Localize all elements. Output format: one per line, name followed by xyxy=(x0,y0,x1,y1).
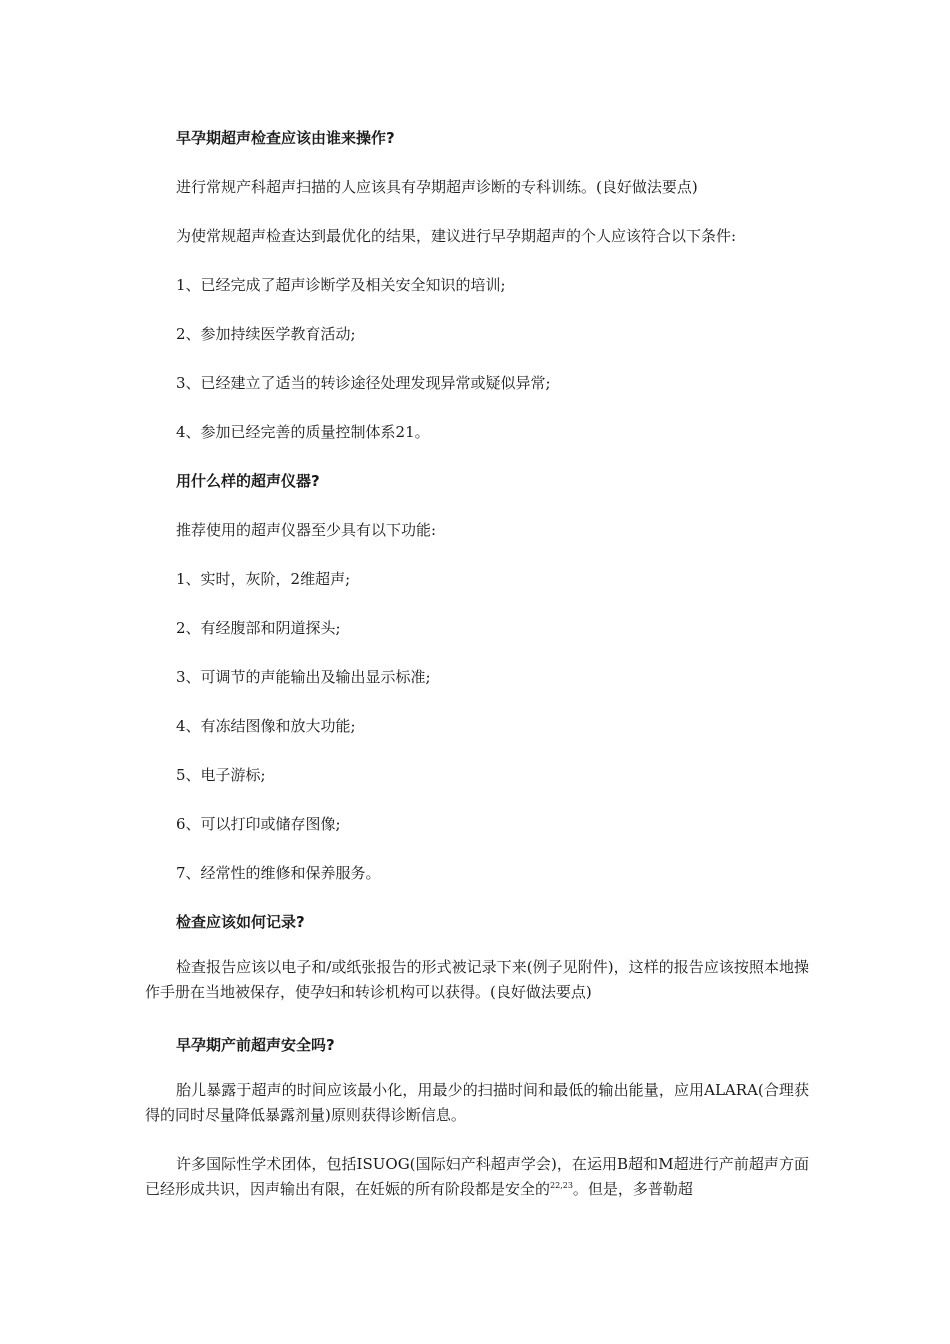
list-item: 2、有经腹部和阴道探头; xyxy=(176,619,341,637)
paragraph-recording: 检查报告应该以电子和/或纸张报告的形式被记录下来(例子见附件)，这样的报告应该按照本地操作手册在当地被保存，使孕妇和转诊机构可以获得。(良好做法要点) xyxy=(145,958,809,1001)
section-heading-recording: 检查应该如何记录? xyxy=(176,913,305,931)
paragraph-equipment-intro: 推荐使用的超声仪器至少具有以下功能: xyxy=(176,521,437,539)
section-heading-equipment: 用什么样的超声仪器? xyxy=(176,472,320,490)
list-item: 6、可以打印或储存图像; xyxy=(176,815,341,833)
paragraph-alara: 胎儿暴露于超声的时间应该最小化，用最少的扫描时间和最低的输出能量，应用ALARA(合理获得的同时尽量降低暴露剂量)原则获得诊断信息。 xyxy=(145,1081,809,1124)
reference-superscript: 22,23 xyxy=(550,1181,573,1190)
paragraph-safety-consensus xyxy=(145,1152,809,1202)
list-item: 1、已经完成了超声诊断学及相关安全知识的培训; xyxy=(176,276,506,294)
list-item: 4、参加已经完善的质量控制体系21。 xyxy=(176,423,430,441)
list-item: 3、已经建立了适当的转诊途径处理发现异常或疑似异常; xyxy=(176,374,551,392)
list-item: 2、参加持续医学教育活动; xyxy=(176,325,356,343)
list-item: 3、可调节的声能输出及输出显示标准; xyxy=(176,668,431,686)
paragraph-safety-text-continued: 。但是，多普勒超 xyxy=(572,1180,693,1198)
section-heading-operator: 早孕期超声检查应该由谁来操作? xyxy=(176,129,395,147)
paragraph-training: 进行常规产科超声扫描的人应该具有孕期超声诊断的专科训练。(良好做法要点) xyxy=(176,178,698,196)
paragraph-safety-text: 许多国际性学术团体，包括ISUOG(国际妇产科超声学会)，在运用B超和M超进行产前超声方面已经形成共识，因声输出有限，在妊娠的所有阶段都是安全的 xyxy=(145,1155,809,1198)
section-heading-safety: 早孕期产前超声安全吗? xyxy=(176,1036,335,1054)
list-item: 7、经常性的维修和保养服务。 xyxy=(176,864,381,882)
list-item: 4、有冻结图像和放大功能; xyxy=(176,717,356,735)
paragraph-conditions-intro: 为使常规超声检查达到最优化的结果，建议进行早孕期超声的个人应该符合以下条件: xyxy=(176,227,737,245)
list-item: 5、电子游标; xyxy=(176,766,266,784)
list-item: 1、实时，灰阶，2维超声; xyxy=(176,570,351,588)
